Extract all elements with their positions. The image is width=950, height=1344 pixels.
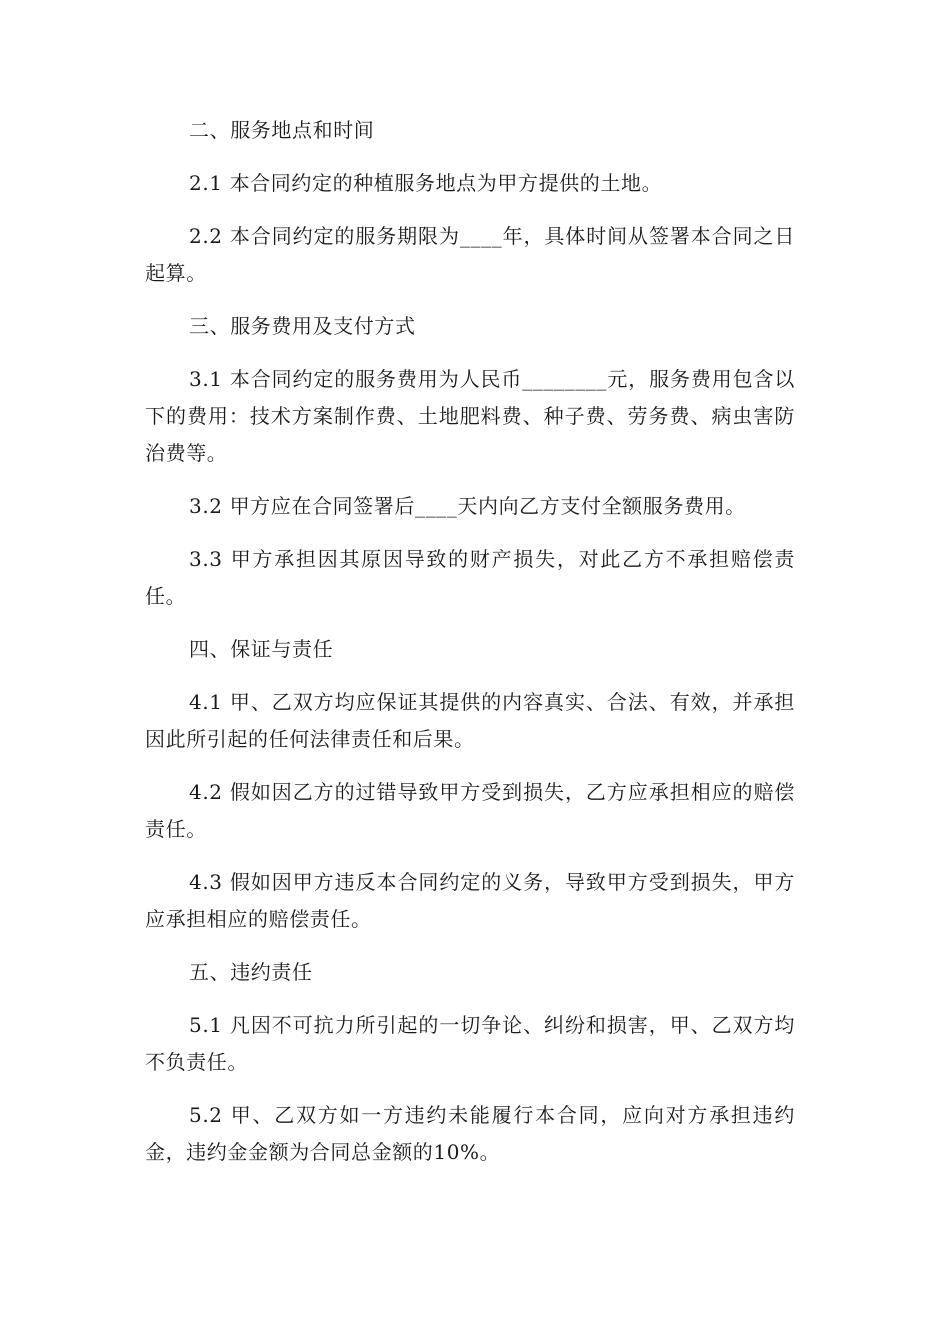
section-heading-service-location-time: 二、服务地点和时间	[189, 118, 375, 142]
clause-3-2: 3.2 甲方应在合同签署后____天内向乙方支付全额服务费用。	[189, 494, 746, 518]
clause-2-2: 2.2 本合同约定的服务期限为____年，具体时间从签署本合同之日起算。	[145, 224, 795, 285]
clause-4-1: 4.1 甲、乙双方均应保证其提供的内容真实、合法、有效，并承担因此所引起的任何法律责任和后果。	[145, 690, 795, 751]
clause-3-3: 3.3 甲方承担因其原因导致的财产损失，对此乙方不承担赔偿责任。	[145, 547, 795, 608]
document-body	[145, 112, 795, 1187]
clause-5-2: 5.2 甲、乙双方如一方违约未能履行本合同，应向对方承担违约金，违约金金额为合同总金额的10%。	[145, 1103, 795, 1164]
clause-4-2: 4.2 假如因乙方的过错导致甲方受到损失，乙方应承担相应的赔偿责任。	[145, 780, 795, 841]
clause-5-1: 5.1 凡因不可抗力所引起的一切争论、纠纷和损害，甲、乙双方均不负责任。	[145, 1013, 795, 1074]
section-heading-service-fees: 三、服务费用及支付方式	[189, 314, 416, 338]
section-heading-guarantee-liability: 四、保证与责任	[189, 637, 334, 661]
clause-4-3: 4.3 假如因甲方违反本合同约定的义务，导致甲方受到损失，甲方应承担相应的赔偿责任。	[145, 870, 795, 931]
clause-3-1: 3.1 本合同约定的服务费用为人民币________元，服务费用包含以下的费用：技术方案制作费、土地肥料费、种子费、劳务费、病虫害防治费等。	[145, 367, 795, 465]
section-heading-breach-liability: 五、违约责任	[189, 960, 313, 984]
clause-2-1: 2.1 本合同约定的种植服务地点为甲方提供的土地。	[189, 171, 663, 195]
